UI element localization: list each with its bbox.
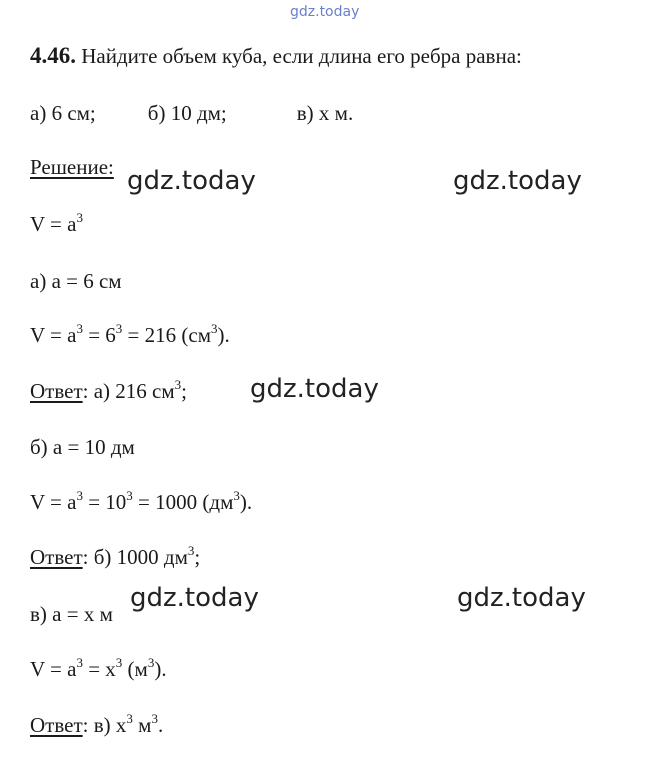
part-a-answer: Ответ: а) 216 $см^3$;	[30, 377, 187, 403]
watermark: gdz.today	[457, 583, 586, 613]
watermark: gdz.today	[250, 374, 379, 404]
part-b-given: б) a = 10 дм	[30, 435, 135, 459]
part-a-given: а) a = 6 см	[30, 269, 122, 293]
watermark: gdz.today	[130, 583, 259, 613]
part-a-calc: $V = a^3 = 6^3 = 216$ $(см^3)$.	[30, 321, 230, 347]
task-options	[30, 103, 353, 124]
task-statement	[30, 44, 522, 67]
task-text: Найдите объем куба, если длина его ребра равна:	[81, 44, 522, 68]
option-a: а) 6 см;	[30, 101, 96, 125]
solution-label: Решение:	[30, 155, 114, 179]
watermark-top: gdz.today	[290, 4, 360, 20]
part-b-calc: $V = a^3 = 10^3 = 1000$ $(дм^3)$.	[30, 488, 253, 514]
formula: $V = a^3$	[30, 210, 83, 236]
part-c-given: в) a = x м	[30, 602, 113, 626]
watermark: gdz.today	[127, 166, 256, 196]
task-number: 4.46.	[30, 43, 76, 68]
option-c: в) x м.	[296, 101, 354, 125]
part-b-answer: Ответ: б) 1000 $дм^3$;	[30, 543, 201, 569]
option-b: б) 10 дм;	[147, 101, 227, 125]
watermark: gdz.today	[453, 166, 582, 196]
part-c-answer: Ответ: в) $x^3$ $м^3$.	[30, 711, 164, 737]
part-c-calc: $V = a^3 = x^3$ $(м^3)$.	[30, 655, 167, 681]
